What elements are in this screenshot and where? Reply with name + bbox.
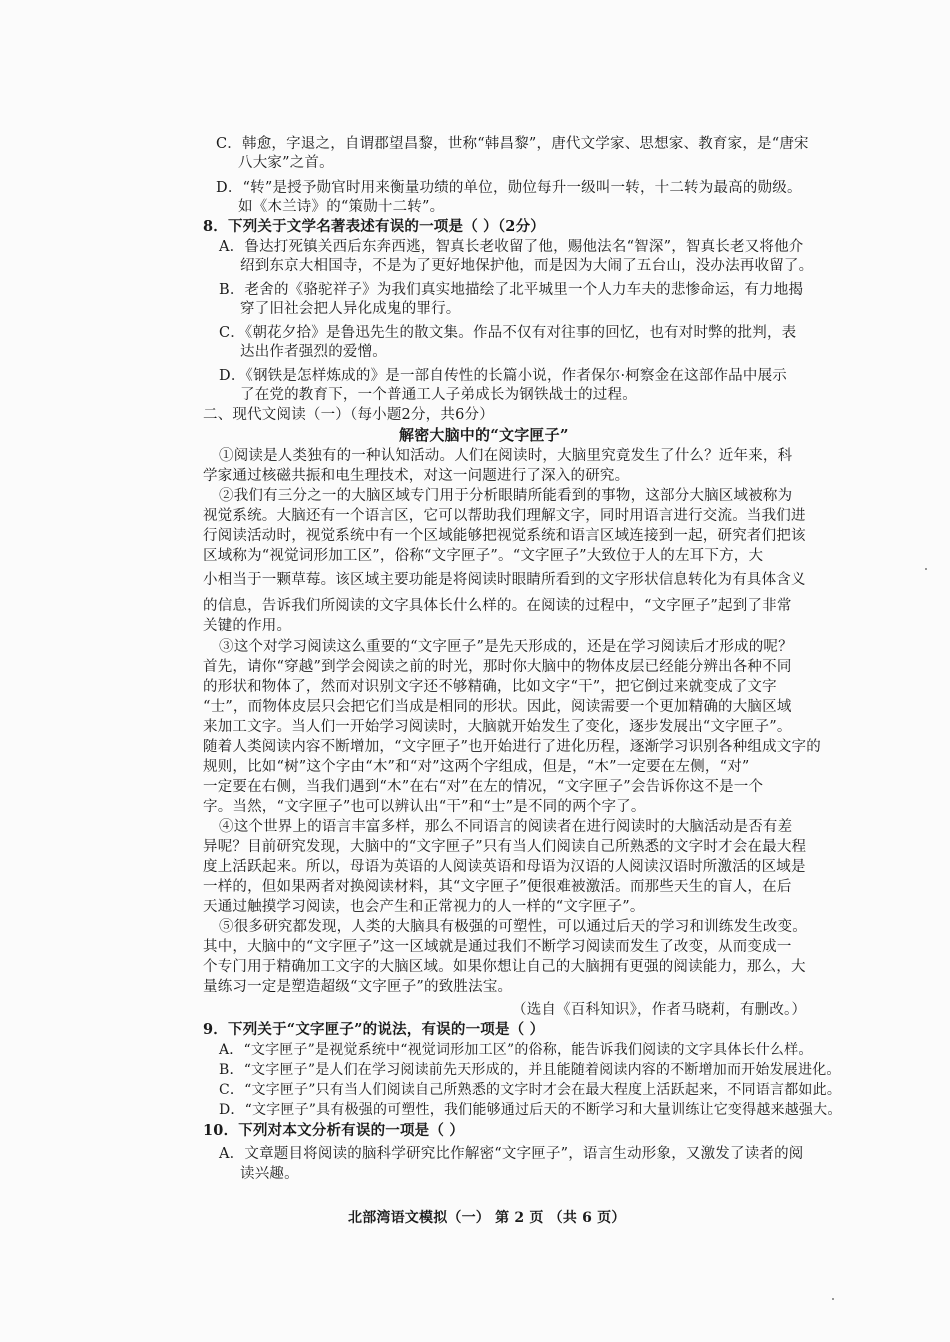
paragraph-2-line: 区域称为“视觉词形加工区”，俗称“文字匣子”。“文字匣子”大致位于人的左耳下方，大: [203, 548, 764, 564]
paragraph-4-line: 度上活跃起来。所以，母语为英语的人阅读英语和母语为汉语的人阅读汉语时所激活的区域是: [203, 859, 806, 875]
paragraph-3-line: 随着人类阅读内容不断增加，“文字匣子”也开始进行了进化历程，逐渐学习识别各种组成文字的: [203, 739, 821, 755]
paragraph-4-line: ④这个世界上的语言丰富多样，那么不同语言的阅读者在进行阅读时的大脑活动是否有差: [219, 819, 793, 835]
q7-option-d-line2: 如《木兰诗》的“策勋十二转”。: [238, 199, 445, 215]
q8-option-b-line1: B．老舍的《骆驼祥子》为我们真实地描绘了北平城里一个人力车夫的悲惨命运，有力地揭: [219, 282, 804, 298]
q8-option-a-line2: 绍到东京大相国寺，不是为了更好地保护他，而是因为大闹了五台山，没办法再收留了。: [240, 258, 814, 274]
q9-option-d: D．“文字匣子”具有极强的可塑性，我们能够通过后天的不断学习和大量训练让它变得越来越强大。: [219, 1102, 842, 1118]
paragraph-2-line: ②我们有三分之一的大脑区域专门用于分析眼睛所能看到的事物，这部分大脑区域被称为: [219, 488, 793, 504]
q9-option-b: B．“文字匣子”是人们在学习阅读前先天形成的，并且能随着阅读内容的不断增加而开始发展进化。: [219, 1062, 841, 1078]
scan-speck: [925, 568, 927, 570]
q7-option-d-line1: D．“转”是授予勋官时用来衡量功绩的单位，勋位每升一级叫一转，十二转为最高的勋级。: [216, 180, 802, 196]
paragraph-2-line: 行阅读活动时，视觉系统中有一个区域能够把视觉系统和语言区域连接到一起，研究者们把该: [203, 528, 806, 544]
q10-option-a-line1: A．文章题目将阅读的脑科学研究比作解密“文字匣子”，语言生动形象，又激发了读者的阅: [219, 1146, 804, 1162]
q10-option-a-line2: 读兴趣。: [240, 1166, 299, 1182]
q9-option-a: A．“文字匣子”是视觉系统中“视觉词形加工区”的俗称，能告诉我们阅读的文字具体长什么样。: [219, 1042, 813, 1058]
paragraph-2-line: 视觉系统。大脑还有一个语言区，它可以帮助我们理解文字，同时用语言进行交流。当我们进: [203, 508, 806, 524]
paragraph-3-line: 一定要在右侧，当我们遇到“木”在右“对”在左的情况，“文字匣子”会告诉你这不是一个: [203, 779, 764, 795]
q8-option-d-line1: D．《钢铁是怎样炼成的》是一部自传性的长篇小说，作者保尔·柯察金在这部作品中展示: [219, 368, 787, 384]
q8-stem: 8．下列关于文学名著表述有误的一项是（ ）（2分）: [203, 218, 545, 235]
paragraph-5-line: 个专门用于精确加工文字的大脑区域。如果你想让自己的大脑拥有更强的阅读能力，那么，大: [203, 959, 806, 975]
paragraph-2-line: 关键的作用。: [203, 618, 292, 634]
q8-option-c-line2: 达出作者强烈的爱憎。: [240, 344, 387, 360]
paragraph-3-line: 首先，请你“穿越”到学会阅读之前的时光，那时你大脑中的物体皮层已经能分辨出各种不同: [203, 659, 792, 675]
paragraph-4-line: 天通过触摸学习阅读，也会产生和正常视力的人一样的“文字匣子”。: [203, 899, 645, 915]
q10-stem: 10．下列对本文分析有误的一项是（ ）: [203, 1122, 465, 1139]
paragraph-3-line: ③这个对学习阅读这么重要的“文字匣子”是先天形成的，还是在学习阅读后才形成的呢？: [219, 639, 793, 655]
paragraph-3-line: “士”，而物体皮层只会把它们当成是相同的形状。因此，阅读需要一个更加精确的大脑区域: [203, 699, 792, 715]
paragraph-5-line: 量练习一定是塑造超级“文字匣子”的致胜法宝。: [203, 979, 513, 995]
q8-option-a-line1: A．鲁达打死镇关西后东奔西逃，智真长老收留了他，赐他法名“智深”，智真长老又将他介: [219, 239, 804, 255]
q8-option-c-line1: C．《朝花夕拾》是鲁迅先生的散文集。作品不仅有对往事的回忆，也有对时弊的批判，表: [219, 325, 797, 341]
page-footer: 北部湾语文模拟（一） 第 2 页 （共 6 页）: [348, 1210, 626, 1226]
q8-option-d-line2: 了在党的教育下，一个普通工人子弟成长为钢铁战士的过程。: [240, 387, 637, 403]
paragraph-2-line: 小相当于一颗草莓。该区域主要功能是将阅读时眼睛所看到的文字形状信息转化为有具体含义: [203, 572, 806, 588]
section-heading: 二、现代文阅读（一）（每小题2分，共6分）: [203, 407, 494, 423]
scan-speck: [832, 1298, 834, 1300]
paragraph-5-line: ⑤很多研究都发现，人类的大脑具有极强的可塑性，可以通过后天的学习和训练发生改变。: [219, 919, 807, 935]
q9-option-c: C．“文字匣子”只有当人们阅读自己所熟悉的文字时才会在最大程度上活跃起来，不同语言都如此。: [219, 1082, 842, 1098]
paragraph-3-line: 规则，比如“树”这个字由“木”和“对”这两个字组成，但是，“木”一定要在左侧，“对”: [203, 759, 750, 775]
q7-option-c-line1: C．韩愈，字退之，自谓郡望昌黎，世称“韩昌黎”，唐代文学家、思想家、教育家，是“唐宋: [216, 136, 809, 152]
article-source: （选自《百科知识》，作者马晓莉，有删改。）: [512, 1002, 807, 1018]
article-title: 解密大脑中的“文字匣子”: [399, 426, 569, 444]
q9-stem: 9．下列关于“文字匣子”的说法，有误的一项是（ ）: [203, 1021, 545, 1038]
paragraph-2-line: 的信息，告诉我们所阅读的文字具体长什么样的。在阅读的过程中，“文字匣子”起到了非常: [203, 598, 792, 614]
paragraph-4-line: 一样的，但如果两者对换阅读材料，其“文字匣子”便很难被激活。而那些天生的盲人，在后: [203, 879, 792, 895]
paragraph-3-line: 字。当然，“文字匣子”也可以辨认出“干”和“士”是不同的两个字了。: [203, 799, 646, 815]
q7-option-c-line2: 八大家”之首。: [238, 155, 334, 171]
paragraph-3-line: 来加工文字。当人们一开始学习阅读时，大脑就开始发生了变化，逐步发展出“文字匣子”。: [203, 719, 792, 735]
paragraph-5-line: 其中，大脑中的“文字匣子”这一区域就是通过我们不断学习阅读而发生了改变，从而变成一: [203, 939, 792, 955]
paragraph-3-line: 的形状和物体了，然而对识别文字还不够精确，比如文字“干”，把它倒过来就变成了文字: [203, 679, 777, 695]
paragraph-1-line: ①阅读是人类独有的一种认知活动。人们在阅读时，大脑里究竟发生了什么？近年来，科: [219, 448, 793, 464]
q8-option-b-line2: 穿了旧社会把人异化成鬼的罪行。: [240, 301, 461, 317]
paragraph-4-line: 异呢？目前研究发现，大脑中的“文字匣子”只有当人们阅读自己所熟悉的文字时才会在最大程: [203, 839, 807, 855]
paragraph-1-line: 学家通过核磁共振和电生理技术，对这一问题进行了深入的研究。: [203, 468, 630, 484]
